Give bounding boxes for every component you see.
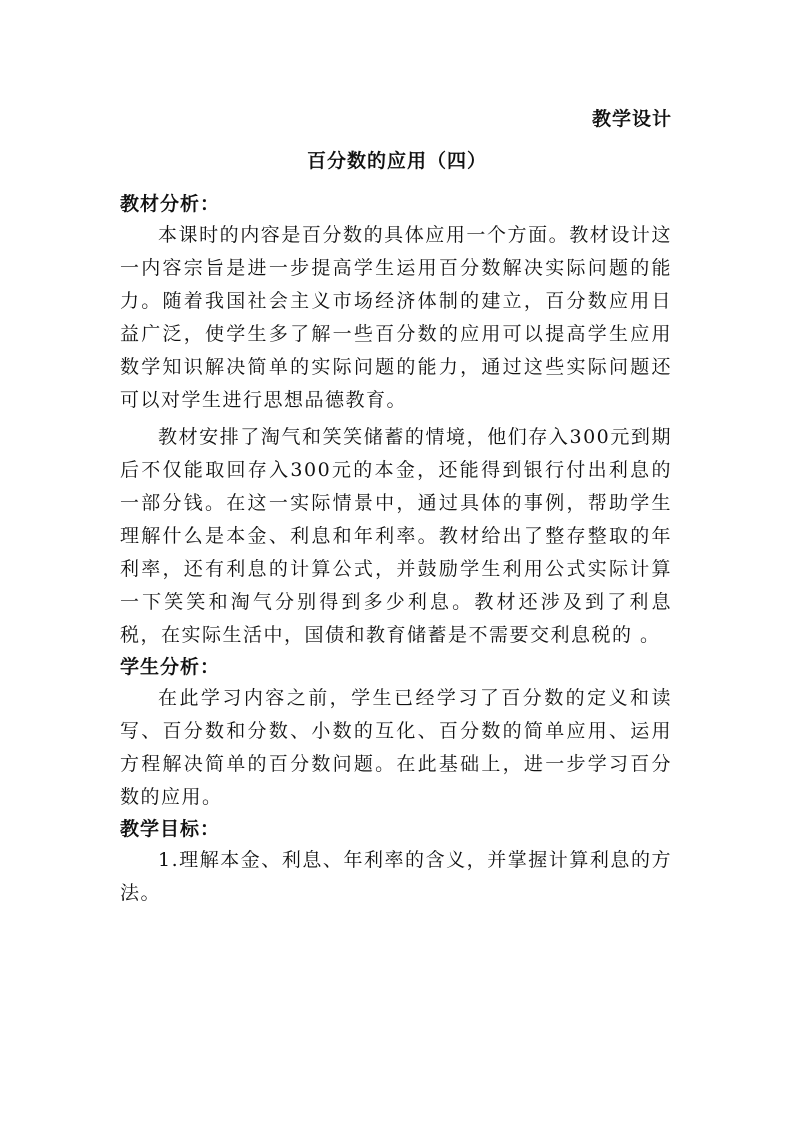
paragraph: 教材安排了淘气和笑笑储蓄的情境，他们存入300元到期后不仅能取回存入300元的本金，还能得到银行付出利息的一部分钱。在这一实际情景中，通过具体的事例，帮助学生理解什么是本金、利息和年利率。教材给出了整存整取的年利率，还有利息的计算公式，并鼓励学生利用公式实际计算一下笑笑和淘气分别得到多少利息。教材还涉及到了利息税，在实际生活中，国债和教育储蓄是不需要交利息税的 。 (120, 426, 672, 646)
document-title: 百分数的应用（四） (306, 150, 487, 172)
paragraph: 本课时的内容是百分数的具体应用一个方面。教材设计这一内容宗旨是进一步提高学生运用百分数解决实际问题的能力。随着我国社会主义市场经济体制的建立，百分数应用日益广泛，使学生多了解一些百分数的应用可以提高学生应用数学知识解决简单的实际问题的能力，通过这些实际问题还可以对学生进行思想品德教育。 (120, 224, 672, 411)
section-teaching-goals (120, 815, 672, 910)
section-heading: 学生分析： (120, 656, 221, 678)
paragraph: 1.理解本金、利息、年利率的含义，并掌握计算利息的方法。 (120, 849, 672, 904)
document-body (120, 190, 672, 910)
section-heading: 教学目标： (120, 818, 221, 840)
paragraph: 在此学习内容之前，学生已经学习了百分数的定义和读写、百分数和分数、小数的互化、百分数的简单应用、运用方程解决简单的百分数问题。在此基础上，进一步学习百分数的应用。 (120, 687, 672, 808)
section-student-analysis (120, 653, 672, 814)
document-header-label: 教学设计 (591, 108, 672, 130)
section-heading: 教材分析： (120, 193, 221, 215)
section-textbook-analysis (120, 190, 672, 652)
